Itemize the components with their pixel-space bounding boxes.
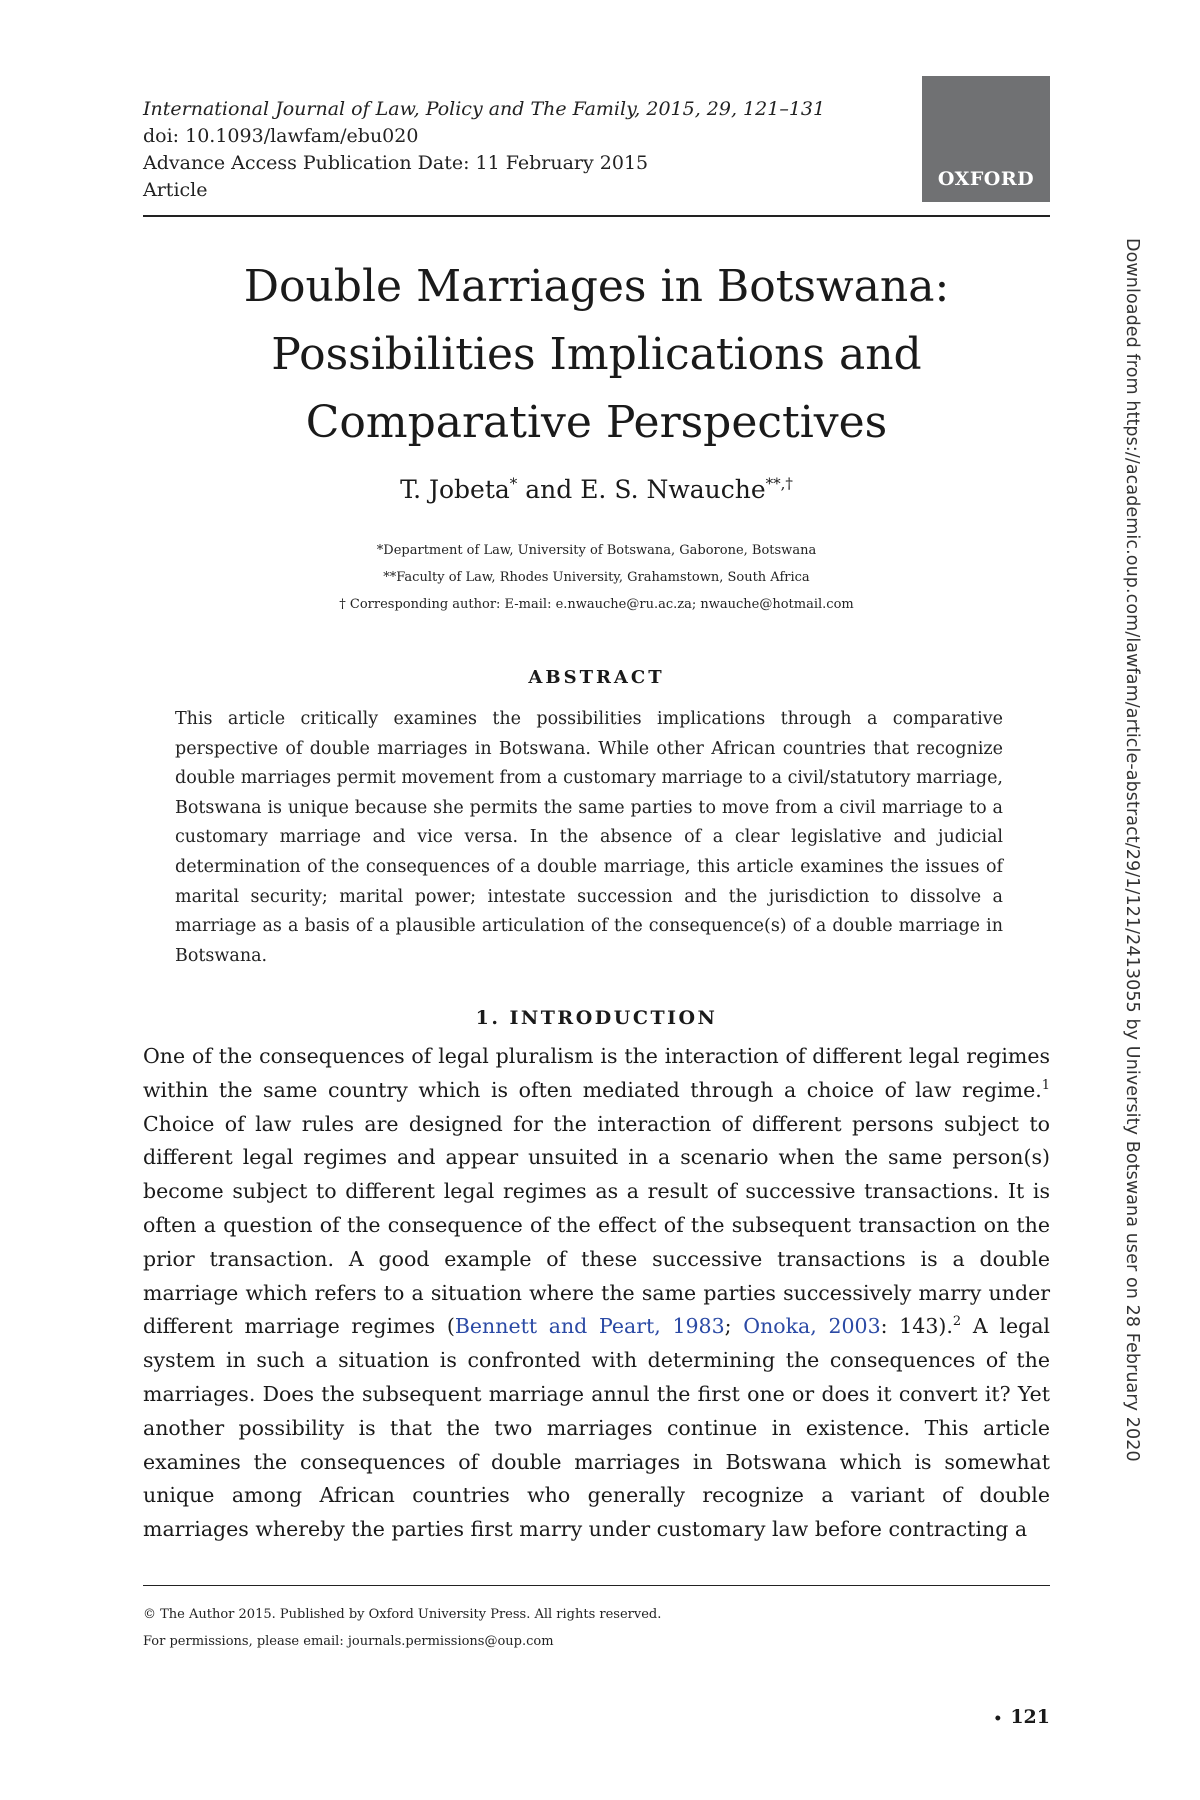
- author-1[interactable]: T. Jobeta: [400, 475, 510, 504]
- intro-text-4: A legal system in such a situation is confronted with determining the consequences of the marriages. Does the subsequent marriage annul the first one or does it convert it? Yet another possibility is that the two marriages continue in existence. This article examines the consequences of double marriages in Botswana which is somewhat unique among African countries who generally recognize a variant of double marriages whereby the parties first marry under customary law before contracting a: [143, 1314, 1050, 1542]
- footnote-ref-2[interactable]: 2: [952, 1314, 962, 1330]
- doi-link[interactable]: doi: 10.1093/lawfam/ebu020: [143, 125, 419, 147]
- citation-separator: ;: [724, 1314, 744, 1339]
- download-stamp[interactable]: Downloaded from https://academic.oup.com/lawfam/article-abstract/29/1/121/2413055 by University Botswana user on 28 February 2020: [1122, 238, 1142, 1462]
- abstract-text: This article critically examines the possibilities implications through a comparative perspective of double marriages in Botswana. While other African countries that recognize double marriages permit movement from a customary marriage to a civil/statutory marriage, Botswana is unique because she permits the same parties to move from a civil marriage to a customary marriage and vice versa. In the absence of a clear legislative and judicial determination of the consequences of a double marriage, this article examines the issues of marital security; marital power; intestate succession and the jurisdiction to dissolve a marriage as a basis of a plausible articulation of the consequence(s) of a double marriage in Botswana.: [175, 709, 1003, 966]
- oxford-logo: [922, 76, 1050, 202]
- citation-link-onoka[interactable]: Onoka, 2003: [743, 1314, 881, 1339]
- author-2[interactable]: E. S. Nwauche: [580, 475, 766, 504]
- footer-divider: [143, 1585, 1050, 1586]
- permissions-line[interactable]: For permissions, please email: journals.permissions@oup.com: [143, 1634, 554, 1649]
- header-divider: [143, 215, 1050, 217]
- intro-text-1: One of the consequences of legal pluralism is the interaction of different legal regimes within the same country which is often mediated through a choice of law regime.: [143, 1044, 1050, 1102]
- page-bullet: •: [993, 1711, 1003, 1727]
- affiliations: [143, 537, 1050, 618]
- introduction-body: [143, 1040, 1050, 1547]
- abstract-heading: ABSTRACT: [528, 667, 665, 688]
- intro-text-2: Choice of law rules are designed for the interaction of different persons subject to different legal regimes and appear unsuited in a scenario when the same person(s) become subject to different legal regimes as a result of successive transactions. It is often a question of the consequence of the effect of the subsequent transaction on the prior transaction. A good example of these successive transactions is a double marriage which refers to a situation where the same parties successively marry under different marriage regimes (: [143, 1111, 1050, 1339]
- author-connector: and: [517, 475, 581, 504]
- intro-text-3: : 143).: [880, 1314, 953, 1339]
- author-1-mark: *: [509, 474, 518, 493]
- journal-citation: International Journal of Law, Policy and The Family, 2015, 29, 121–131: [143, 98, 826, 120]
- author-2-mark: **,†: [765, 474, 793, 493]
- title-line-1: Double Marriages in Botswana:: [243, 261, 950, 312]
- affiliation-1: *Department of Law, University of Botswana, Gaborone, Botswana: [376, 543, 817, 558]
- journal-metadata: [143, 96, 903, 204]
- article-title: [143, 253, 1050, 457]
- citation-link-bennett[interactable]: Bennett and Peart, 1983: [454, 1314, 725, 1339]
- title-line-3: Comparative Perspectives: [305, 397, 888, 448]
- author-list: [143, 472, 1050, 508]
- page-number: [980, 1706, 1050, 1728]
- oxford-logo-text: OXFORD: [937, 168, 1035, 190]
- footnote-ref-1[interactable]: 1: [1041, 1077, 1050, 1093]
- copyright-line: © The Author 2015. Published by Oxford University Press. All rights reserved.: [143, 1607, 662, 1622]
- page-number-value: 121: [1010, 1706, 1050, 1728]
- corresponding-author[interactable]: † Corresponding author: E-mail: e.nwauche@ru.ac.za; nwauche@hotmail.com: [339, 597, 854, 612]
- introduction-heading: 1. INTRODUCTION: [475, 1007, 718, 1029]
- title-line-2: Possibilities Implications and: [271, 329, 922, 380]
- article-type: Article: [143, 179, 208, 201]
- affiliation-2: **Faculty of Law, Rhodes University, Grahamstown, South Africa: [383, 570, 810, 585]
- publication-date: Advance Access Publication Date: 11 February 2015: [143, 152, 649, 174]
- copyright-notice: [143, 1601, 1050, 1655]
